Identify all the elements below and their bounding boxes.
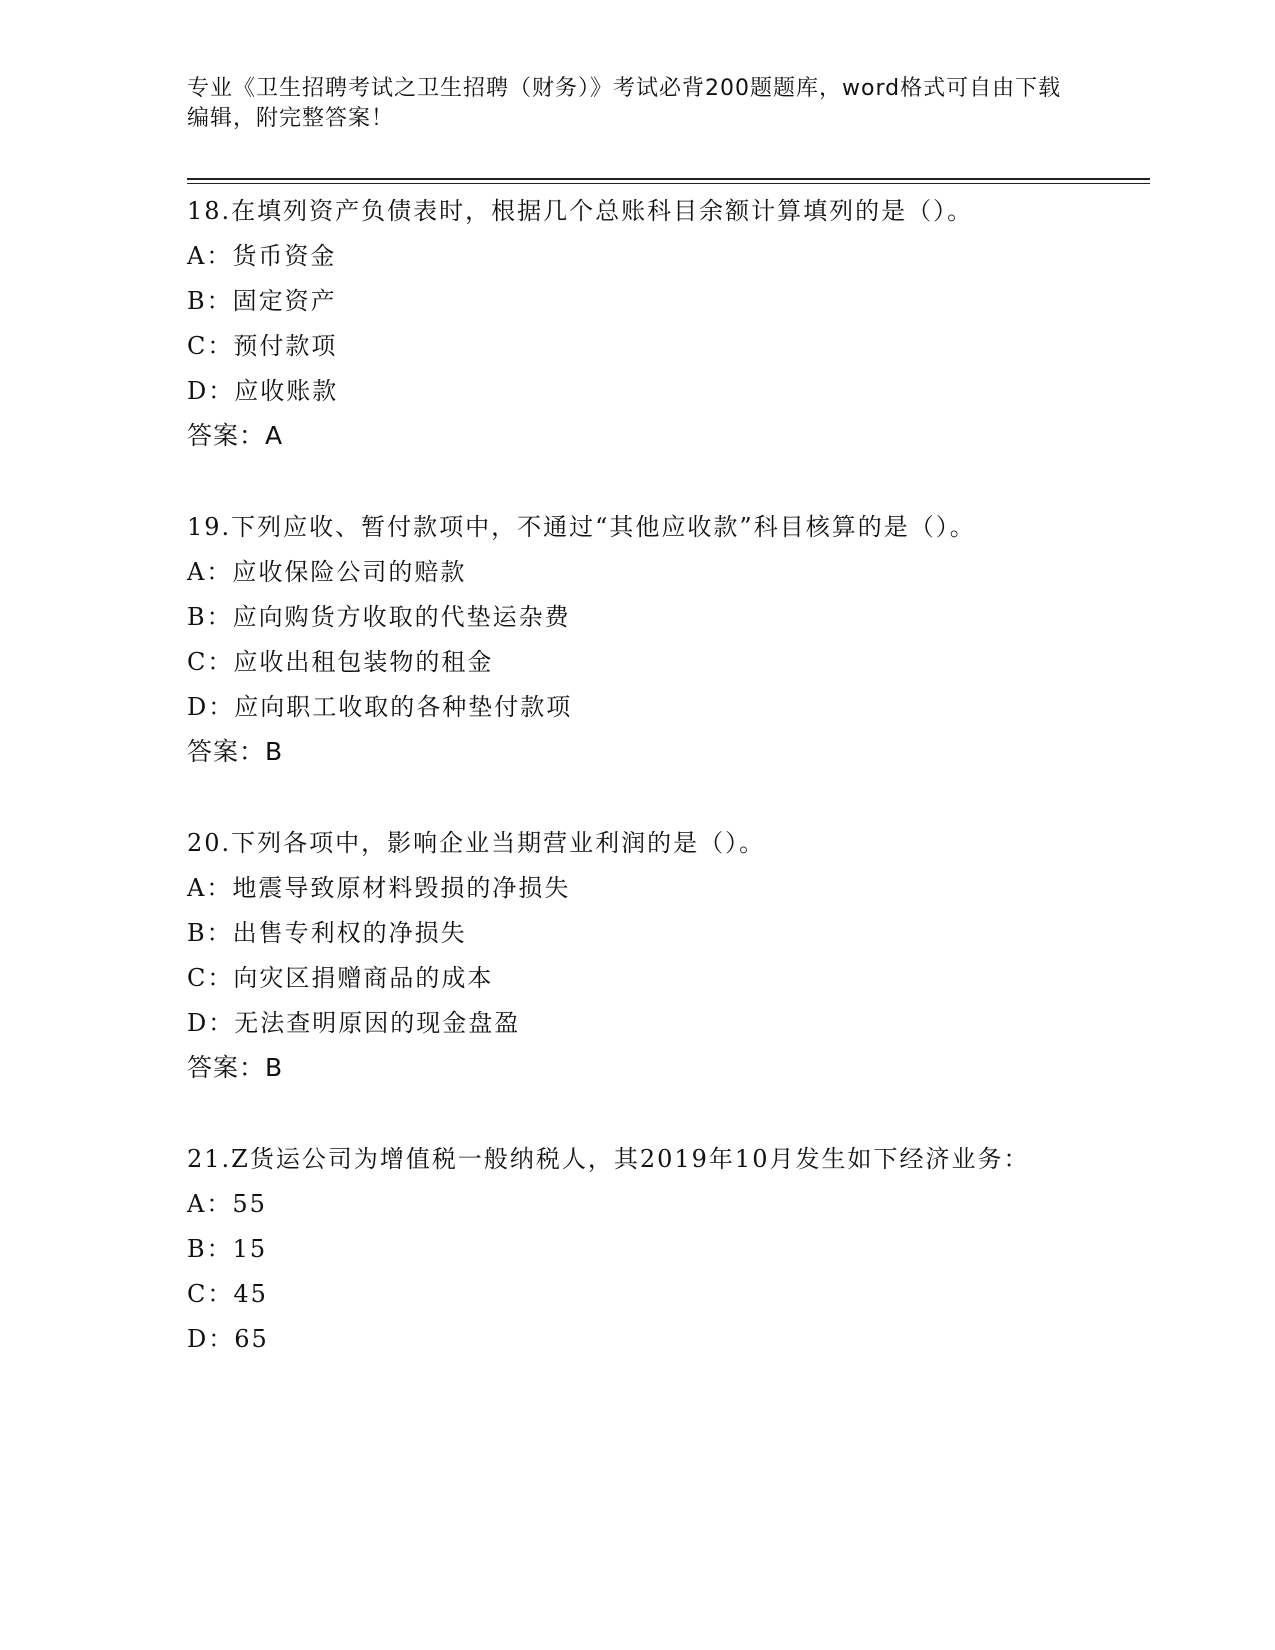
option-c: C：45 — [187, 1280, 268, 1308]
question-21 — [187, 1136, 1067, 1362]
option-c: C：向灾区捐赠商品的成本 — [187, 964, 494, 992]
question-text: 20.下列各项中，影响企业当期营业利润的是（）。 — [187, 829, 766, 857]
option-d: D：应向职工收取的各种垫付款项 — [187, 693, 573, 721]
option-d: D：无法查明原因的现金盘盈 — [187, 1009, 521, 1037]
option-b: B：应向购货方收取的代垫运杂费 — [187, 603, 571, 631]
question-list — [187, 188, 1067, 1408]
question-text: 21.Z货运公司为增值税一般纳税人，其2019年10月发生如下经济业务： — [187, 1145, 1030, 1173]
option-b: B：15 — [187, 1235, 268, 1263]
header-divider-thick — [187, 178, 1150, 180]
answer-line: 答案：B — [187, 1053, 284, 1082]
question-text: 18.在填列资产负债表时，根据几个总账科目余额计算填列的是（）。 — [187, 197, 974, 225]
option-d: D：65 — [187, 1325, 269, 1353]
question-19 — [187, 504, 1067, 774]
option-c: C：应收出租包装物的租金 — [187, 648, 494, 676]
answer-line: 答案：A — [187, 421, 284, 450]
option-a: A：地震导致原材料毁损的净损失 — [187, 874, 571, 902]
option-b: B：固定资产 — [187, 287, 337, 315]
option-a: A：55 — [187, 1190, 267, 1218]
question-text: 19.下列应收、暂付款项中，不通过“其他应收款”科目核算的是（）。 — [187, 513, 976, 541]
answer-line: 答案：B — [187, 737, 284, 766]
header-divider-thin — [187, 183, 1150, 184]
option-b: B：出售专利权的净损失 — [187, 919, 467, 947]
option-c: C：预付款项 — [187, 332, 338, 360]
option-a: A：应收保险公司的赔款 — [187, 558, 467, 586]
option-d: D：应收账款 — [187, 377, 339, 405]
option-a: A：货币资金 — [187, 242, 337, 270]
question-18 — [187, 188, 1067, 458]
document-header: 专业《卫生招聘考试之卫生招聘（财务）》考试必背200题题库，word格式可自由下载编辑，附完整答案！ — [187, 76, 1062, 131]
question-20 — [187, 820, 1067, 1090]
